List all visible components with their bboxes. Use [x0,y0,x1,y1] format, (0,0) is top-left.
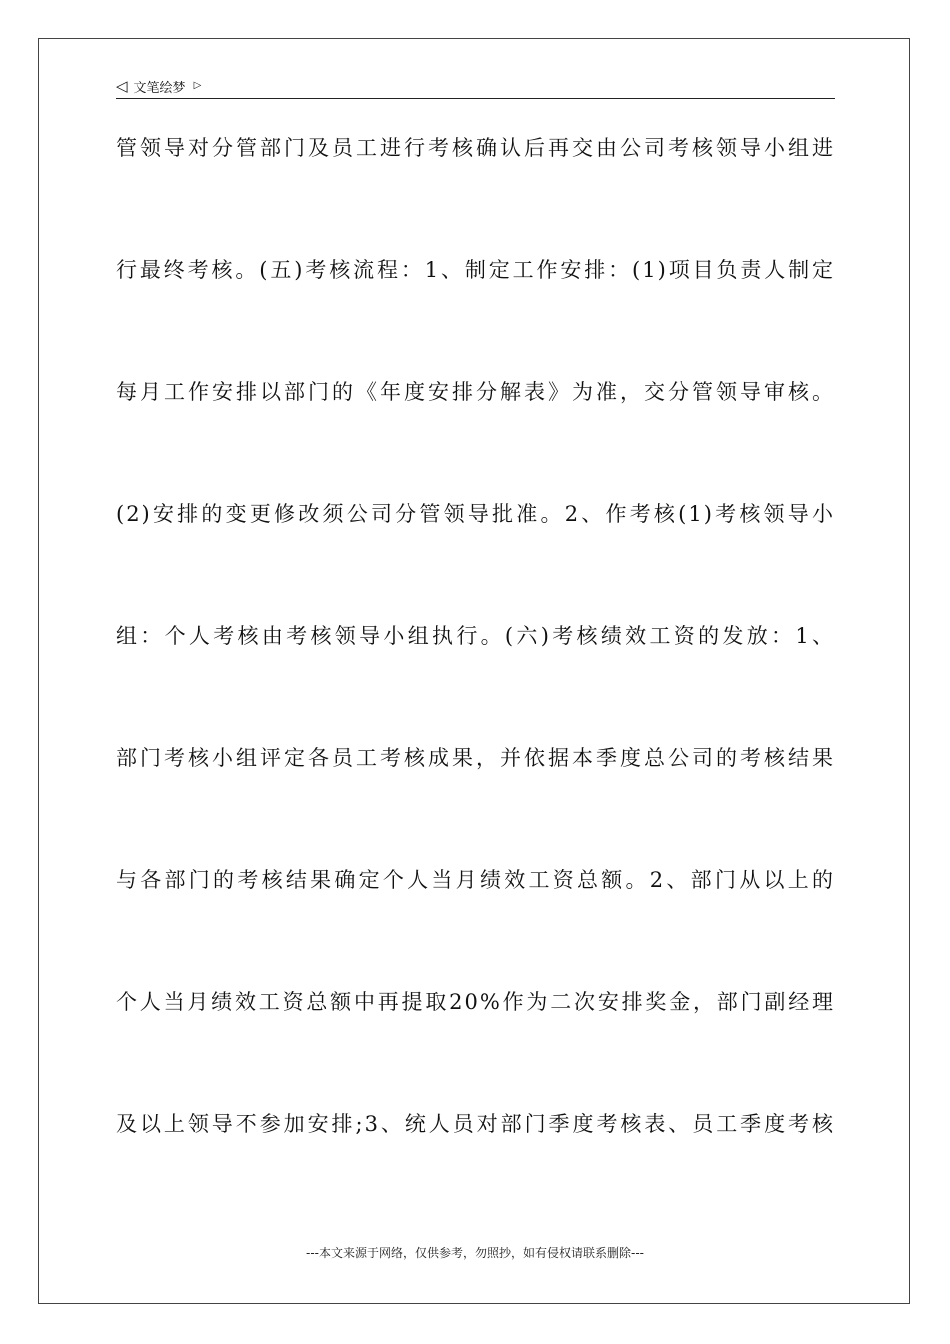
header-title: 文笔绘梦 [133,80,186,96]
triangle-left-icon: ◁ [116,76,128,95]
body-line: 部门考核小组评定各员工考核成果，并依据本季度总公司的考核结果 [116,746,835,770]
document-body [116,128,835,1226]
body-line: (2)安排的变更修改须公司分管领导批准。2、作考核(1)考核领导小 [116,502,835,526]
body-line: 与各部门的考核结果确定个人当月绩效工资总额。2、部门从以上的 [116,868,835,892]
page-header [116,74,835,99]
body-line: 个人当月绩效工资总额中再提取20%作为二次安排奖金，部门副经理 [116,990,835,1014]
footer-disclaimer: ---本文来源于网络，仅供参考，勿照抄，如有侵权请联系删除--- [306,1246,644,1260]
body-line: 组：个人考核由考核领导小组执行。(六)考核绩效工资的发放：1、 [116,624,835,648]
triangle-right-icon: ▷ [193,80,202,91]
body-line: 管领导对分管部门及员工进行考核确认后再交由公司考核领导小组进 [116,136,835,160]
body-line: 及以上领导不参加安排;3、统人员对部门季度考核表、员工季度考核 [116,1112,835,1136]
body-line: 行最终考核。(五)考核流程：1、制定工作安排：(1)项目负责人制定 [116,258,835,282]
body-line: 每月工作安排以部门的《年度安排分解表》为准，交分管领导审核。 [116,380,835,404]
